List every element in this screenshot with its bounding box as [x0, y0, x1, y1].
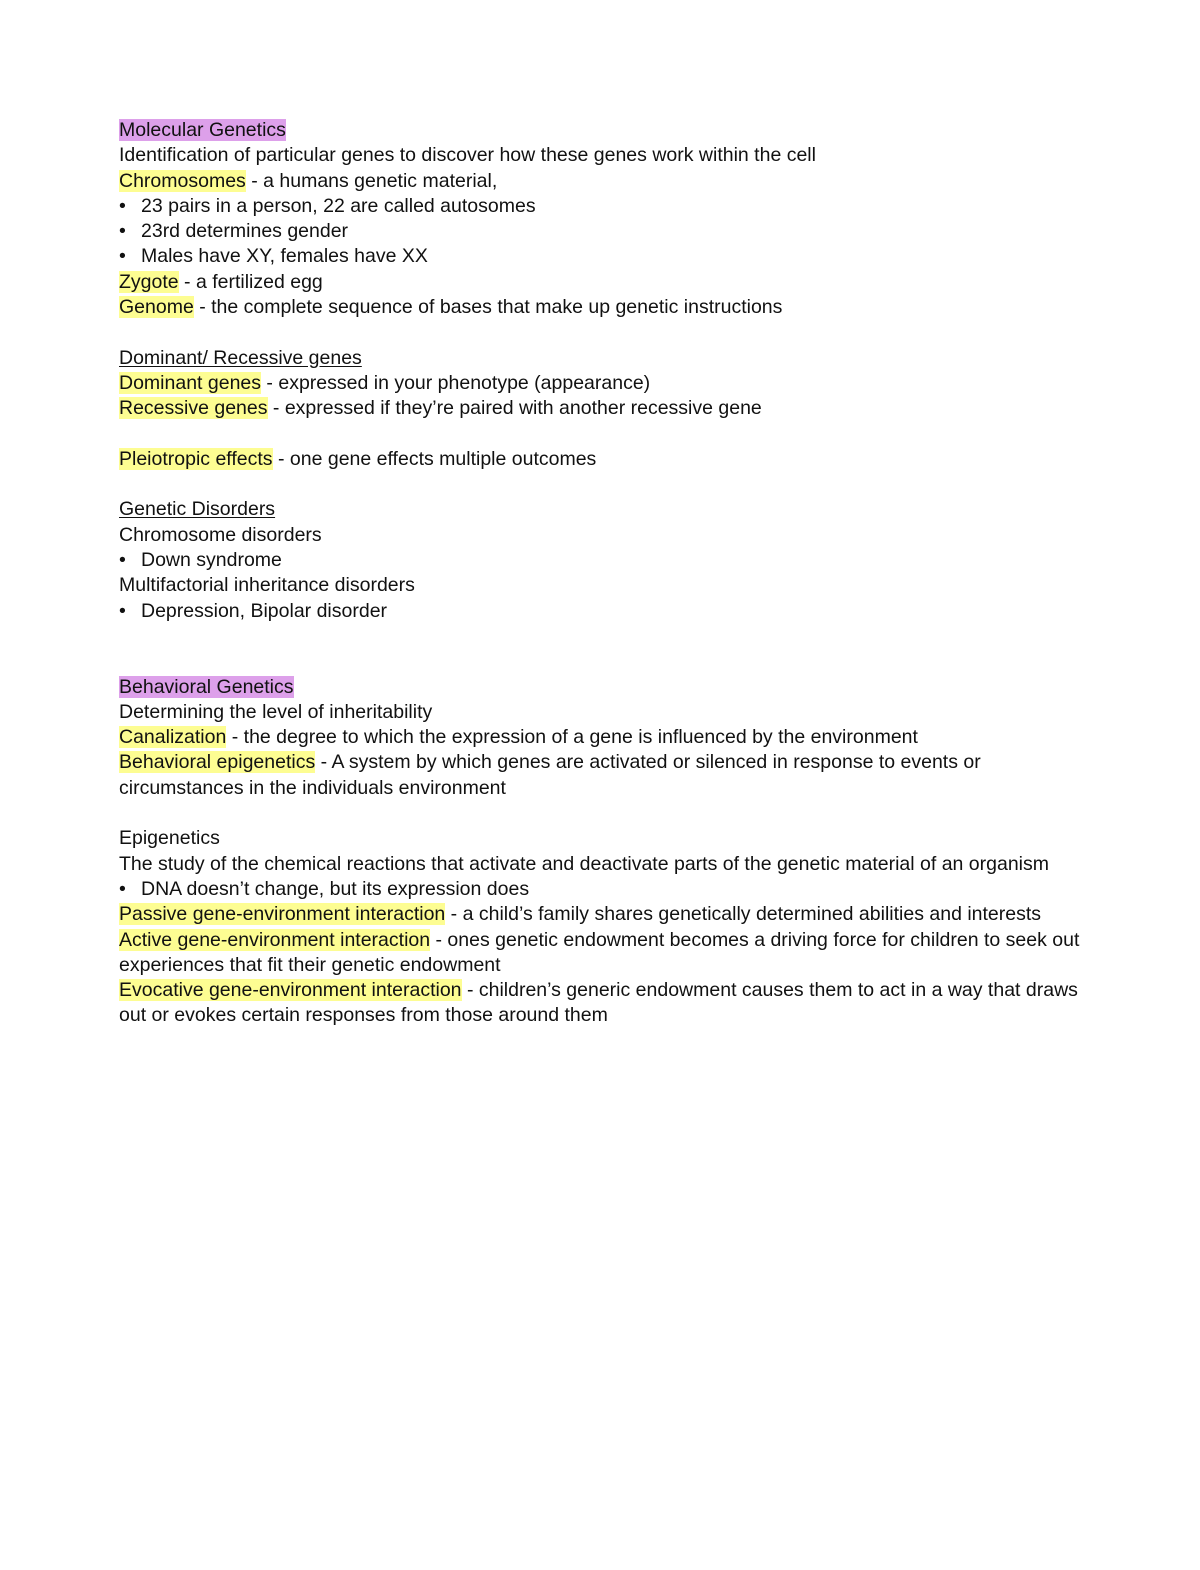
term-zygote: Zygote [119, 270, 179, 293]
document-page [119, 118, 1089, 1029]
definition-text: - the complete sequence of bases that make up genetic instructions [193, 296, 783, 319]
definition-canalization [119, 725, 1089, 750]
definition-text: - the degree to which the expression of a gene is influenced by the environment [226, 726, 918, 749]
definition-behavioral-epigenetics [119, 750, 1089, 801]
bullet-icon: • [119, 549, 126, 572]
bullet-icon: • [119, 245, 126, 268]
spacer [119, 472, 1089, 497]
definition-text: - ones genetic endowment becomes a driving force for children to seek out experiences that fit their genetic endowment [119, 928, 1085, 976]
list-item [119, 599, 1089, 624]
bullet-icon: • [119, 194, 126, 217]
chromosome-disorders-label: Chromosome disorders [119, 523, 322, 546]
definition-text: - A system by which genes are activated or silenced in response to events or circumstances in the individuals environment [119, 751, 987, 799]
term-recessive-genes: Recessive genes [119, 397, 268, 420]
spacer [119, 649, 1089, 674]
definition-genome [119, 295, 1089, 320]
list-item [119, 194, 1089, 219]
definition-passive-interaction [119, 902, 1089, 927]
list-item-text: Depression, Bipolar disorder [141, 599, 388, 622]
definition-text: - expressed if they’re paired with another recessive gene [267, 397, 762, 420]
molecular-intro: Identification of particular genes to discover how these genes work within the cell [119, 144, 816, 167]
list-item-text: 23 pairs in a person, 22 are called autosomes [141, 194, 536, 217]
term-active-interaction: Active gene-environment interaction [119, 928, 431, 951]
definition-text: - one gene effects multiple outcomes [272, 447, 597, 470]
term-genome: Genome [119, 296, 194, 319]
spacer [119, 624, 1089, 649]
term-evocative-interaction: Evocative gene-environment interaction [119, 979, 462, 1002]
definition-text: - a humans genetic material, [245, 169, 498, 192]
definition-active-interaction [119, 928, 1089, 979]
definition-chromosomes [119, 169, 1089, 194]
term-behavioral-epigenetics: Behavioral epigenetics [119, 751, 316, 774]
list-item-text: 23rd determines gender [141, 220, 349, 243]
bullet-icon: • [119, 220, 126, 243]
epigenetics-definition: The study of the chemical reactions that activate and deactivate parts of the genetic material of an organism [119, 852, 1050, 875]
bullet-icon: • [119, 599, 126, 622]
section-heading-text: Molecular Genetics [119, 119, 286, 141]
list-item-text: Down syndrome [141, 549, 282, 572]
term-passive-interaction: Passive gene-environment interaction [119, 903, 446, 926]
multifactorial-disorders-label: Multifactorial inheritance disorders [119, 574, 415, 597]
subheading-genetic-disorders [119, 497, 1089, 522]
subheading-text: Dominant/ Recessive genes [119, 346, 362, 369]
definition-text: - a child’s family shares genetically determined abilities and interests [445, 903, 1042, 926]
subheading-dominant-recessive [119, 346, 1089, 371]
spacer [119, 801, 1089, 826]
subheading-text: Genetic Disorders [119, 498, 276, 521]
term-canalization: Canalization [119, 726, 227, 749]
definition-dominant-genes [119, 371, 1089, 396]
term-pleiotropic-effects: Pleiotropic effects [119, 447, 273, 470]
behavioral-intro: Determining the level of inheritability [119, 700, 433, 723]
list-item [119, 877, 1089, 902]
section-heading-behavioral-genetics [119, 675, 1089, 700]
list-item-text: Males have XY, females have XX [141, 245, 428, 268]
term-chromosomes: Chromosomes [119, 169, 246, 192]
bullet-icon: • [119, 877, 126, 900]
definition-recessive-genes [119, 396, 1089, 421]
spacer [119, 422, 1089, 447]
section-heading-text: Behavioral Genetics [119, 675, 294, 698]
list-item [119, 219, 1089, 244]
definition-evocative-interaction [119, 978, 1089, 1029]
definition-text: - children’s generic endowment causes them to act in a way that draws out or evokes certain responses from those around them [119, 979, 1084, 1027]
spacer [119, 320, 1089, 345]
definition-zygote [119, 270, 1089, 295]
subheading-epigenetics: Epigenetics [119, 827, 220, 850]
definition-text: - expressed in your phenotype (appearance) [261, 371, 651, 394]
list-item-text: DNA doesn’t change, but its expression does [141, 877, 530, 900]
section-heading-molecular-genetics [119, 118, 1089, 143]
list-item [119, 244, 1089, 269]
term-dominant-genes: Dominant genes [119, 371, 262, 394]
list-item [119, 548, 1089, 573]
definition-text: - a fertilized egg [178, 270, 323, 293]
definition-pleiotropic-effects [119, 447, 1089, 472]
